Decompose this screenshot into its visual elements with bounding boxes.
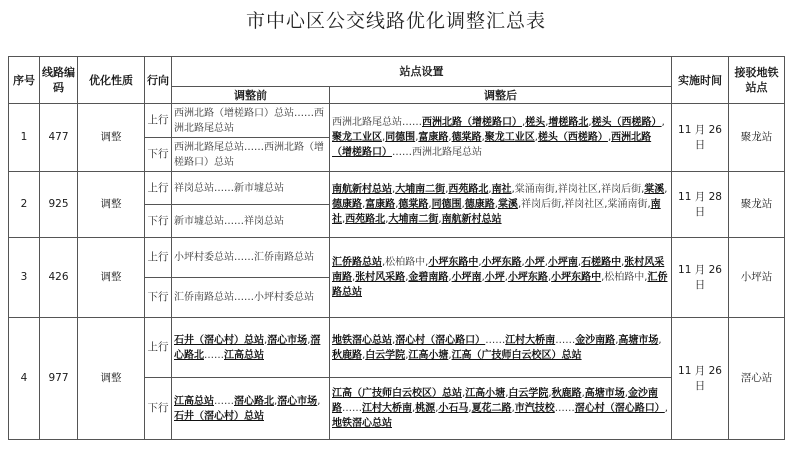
stop-name-adjusted: 金碧南路 (408, 272, 449, 283)
row-route-code: 477 (40, 104, 78, 172)
header-stop-settings: 站点设置 (172, 57, 672, 87)
stop-name-text: ……西洲北路尾总站 (392, 147, 482, 158)
stop-name-text: 西洲北路尾总站……西洲北路（增槎路口）总站 (174, 141, 324, 168)
stop-name-text: , (545, 117, 549, 128)
stop-name-text: , (478, 257, 482, 268)
stop-name-adjusted: 夏花二路 (471, 403, 512, 414)
stops-after (330, 172, 672, 238)
stop-name-text: , (521, 257, 525, 268)
stop-name-adjusted: 西苑路北 (448, 184, 489, 195)
stop-name-adjusted: 德康路 (464, 199, 495, 210)
stop-name-adjusted: 金沙南路 (575, 334, 616, 346)
stops-before (172, 318, 330, 378)
stop-name-text: …… (555, 334, 576, 346)
header-after: 调整后 (330, 87, 672, 104)
stop-name-adjusted: 金沙南路 (332, 388, 658, 414)
stop-name-text: , (534, 132, 538, 143)
stop-name-adjusted: 滘心路北 (234, 395, 274, 407)
stop-name-text: , (481, 132, 485, 143)
stop-name-text: , (468, 403, 472, 414)
stop-name-text: , (522, 117, 526, 128)
row-direction: 上行 (145, 172, 172, 205)
stop-name-adjusted: 江高（广技师白云校区）总站 (451, 349, 582, 361)
stop-name-adjusted: 汇侨路总站 (332, 272, 668, 298)
stop-name-text: , (658, 334, 662, 346)
stop-name-text: , (445, 184, 449, 195)
stop-name-text: ,祥岗后街,祥岗社区,棠涌南街, (517, 199, 651, 210)
stop-name-adjusted: 西洲北路（增槎路口） (332, 132, 652, 158)
stop-name-text: …… (204, 349, 224, 361)
header-metro-connection: 接驳地铁站点 (729, 57, 785, 104)
stop-name-text: , (448, 272, 452, 283)
stop-name-text: , (307, 334, 311, 346)
stop-name-text: , (435, 403, 439, 414)
stop-name-text: ,松柏路中, (601, 272, 648, 283)
stop-name-adjusted: 小石马 (438, 403, 469, 414)
stop-name-adjusted: 西苑路北 (345, 214, 386, 225)
stop-name-adjusted: 槎头（西槎路） (591, 117, 662, 128)
row-metro-connection: 聚龙站 (729, 172, 785, 238)
stop-name-adjusted: 江村大桥南 (505, 334, 556, 346)
stop-name-text: ,松柏路中, (382, 257, 429, 268)
stop-name-adjusted: 地铁滘心总站 (332, 334, 392, 346)
stop-name-text: , (664, 403, 668, 414)
stop-name-text: 汇侨南路总站……小坪村委总站 (174, 292, 314, 303)
stop-name-adjusted: 聚龙工业区 (332, 132, 382, 143)
stops-after (330, 238, 672, 318)
stops-before (172, 172, 330, 205)
stop-name-adjusted: 张村风采南路 (332, 257, 665, 283)
stop-name-adjusted: 桃源 (415, 403, 436, 414)
table-row (9, 104, 785, 138)
stop-name-text: , (462, 388, 466, 399)
row-direction: 上行 (145, 104, 172, 138)
row-optimization-type: 调整 (78, 238, 145, 318)
stop-name-adjusted: 滘心村（滘心路口） (574, 403, 665, 414)
stop-name-adjusted: 南航新村总站 (441, 214, 502, 225)
row-seq: 1 (9, 104, 40, 172)
header-optimization-type: 优化性质 (78, 57, 145, 104)
stop-name-adjusted: 大埔南二街 (388, 214, 439, 225)
stops-before (172, 278, 330, 318)
stop-name-text: , (481, 272, 485, 283)
stop-name-adjusted: 小坪东路中 (551, 272, 602, 283)
row-direction: 下行 (145, 378, 172, 440)
stop-name-text: , (488, 184, 492, 195)
stops-before (172, 138, 330, 172)
stop-name-adjusted: 棠溪 (644, 184, 665, 195)
stop-name-adjusted: 汇侨路总站 (332, 257, 382, 268)
stop-name-adjusted: 秋鹿路 (551, 388, 582, 399)
stop-name-text: , (448, 349, 452, 361)
stop-name-adjusted: 江高（广技师白云校区）总站 (332, 388, 462, 399)
stop-name-text: …… (554, 403, 575, 414)
stop-name-adjusted: 江高小塘 (465, 388, 506, 399)
stop-name-adjusted: 西洲北路（增槎路口） (422, 117, 522, 128)
stop-name-text: , (342, 214, 346, 225)
row-optimization-type: 调整 (78, 172, 145, 238)
stop-name-adjusted: 富康路 (418, 132, 449, 143)
stop-name-adjusted: 同德围 (385, 132, 416, 143)
stop-name-adjusted: 聚龙工业区 (484, 132, 535, 143)
route-table (8, 56, 785, 440)
stop-name-text: , (392, 334, 396, 346)
stop-name-text: , (405, 272, 409, 283)
stop-name-text: , (661, 117, 665, 128)
stop-name-text: …… (342, 403, 362, 414)
stops-before (172, 104, 330, 138)
stops-after (330, 318, 672, 378)
document-title: 市中心区公交线路优化调整汇总表 (245, 10, 546, 32)
header-route-code: 线路编码 (40, 57, 78, 104)
stop-name-adjusted: 南航新村总站 (332, 184, 392, 195)
stop-name-adjusted: 德棠路 (398, 199, 429, 210)
stop-name-text: , (412, 403, 416, 414)
row-metro-connection: 滘心站 (729, 318, 785, 440)
stop-name-adjusted: 增槎路北 (548, 117, 589, 128)
stop-name-adjusted: 小坪东路 (507, 272, 548, 283)
stop-name-adjusted: 小坪南 (451, 272, 482, 283)
row-implementation-date: 11 月 26 日 (672, 238, 729, 318)
stop-name-text: …… (485, 334, 506, 346)
stop-name-adjusted: 滘心市场 (277, 395, 318, 407)
stop-name-adjusted: 江高总站 (224, 349, 264, 361)
header-implementation-date: 实施时间 (672, 57, 729, 104)
stop-name-text: 新市墟总站……祥岗总站 (174, 215, 284, 227)
stop-name-text: , (448, 132, 452, 143)
stop-name-text: , (624, 388, 628, 399)
row-route-code: 426 (40, 238, 78, 318)
stop-name-adjusted: 滘心市场 (267, 334, 308, 346)
stop-name-text: , (577, 257, 582, 268)
header-seq: 序号 (9, 57, 40, 104)
stop-name-text: …… (214, 395, 234, 407)
row-seq: 4 (9, 318, 40, 440)
table-row (9, 318, 785, 378)
stop-name-adjusted: 地铁滘心总站 (332, 418, 392, 429)
stop-name-text: ,棠涌南街,祥岗社区,祥岗后街, (511, 184, 645, 195)
stop-name-text: , (544, 257, 548, 268)
stop-name-text: , (385, 214, 389, 225)
stop-name-adjusted: 市汽技校 (514, 403, 555, 414)
stop-name-text: , (274, 395, 278, 407)
stop-name-adjusted: 槎头（西槎路） (537, 132, 608, 143)
stop-name-text: , (581, 388, 585, 399)
stop-name-adjusted: 高塘市场 (618, 334, 659, 346)
stop-name-text: 西洲北路（增槎路口）总站……西洲北路尾总站 (174, 107, 324, 134)
stop-name-text: , (505, 388, 509, 399)
stop-name-text: , (607, 132, 612, 143)
stop-name-adjusted: 石井（滘心村）总站 (174, 334, 264, 346)
stop-name-adjusted: 大埔南二街 (395, 184, 446, 195)
row-seq: 3 (9, 238, 40, 318)
stop-name-adjusted: 高塘市场 (584, 388, 625, 399)
stop-name-text: , (511, 403, 515, 414)
stop-name-text: , (362, 349, 366, 361)
stop-name-text: , (352, 272, 356, 283)
row-route-code: 977 (40, 318, 78, 440)
stops-before (172, 238, 330, 278)
stop-name-adjusted: 小坪 (484, 272, 505, 283)
table-row (9, 238, 785, 278)
stop-name-text: , (547, 272, 552, 283)
table-row (9, 172, 785, 205)
stop-name-text: , (264, 334, 268, 346)
stop-name-text: , (504, 272, 508, 283)
stop-name-text: , (615, 334, 619, 346)
stop-name-text: , (461, 199, 465, 210)
stop-name-adjusted: 张村风采路 (355, 272, 406, 283)
stop-name-adjusted: 小坪南 (547, 257, 578, 268)
stop-name-adjusted: 江村大桥南 (362, 403, 412, 414)
stop-name-adjusted: 小坪东路中 (428, 257, 479, 268)
stop-name-text: , (664, 184, 668, 195)
row-direction: 上行 (145, 318, 172, 378)
stop-name-text: , (415, 132, 419, 143)
stop-name-adjusted: 滘心村（滘心路口） (395, 334, 486, 346)
stop-name-text: , (621, 257, 625, 268)
stops-after (330, 378, 672, 440)
stop-name-text: , (494, 199, 498, 210)
row-seq: 2 (9, 172, 40, 238)
stop-name-text: , (392, 184, 396, 195)
stops-after (330, 104, 672, 172)
row-direction: 下行 (145, 205, 172, 238)
stop-name-text: , (405, 349, 409, 361)
stop-name-adjusted: 滘心路北 (174, 334, 321, 361)
stop-name-text: , (362, 199, 366, 210)
stop-name-text: , (428, 199, 432, 210)
stop-name-adjusted: 小坪东路 (481, 257, 522, 268)
row-optimization-type: 调整 (78, 318, 145, 440)
row-implementation-date: 11 月 28 日 (672, 172, 729, 238)
header-before: 调整前 (172, 87, 330, 104)
stop-name-adjusted: 南社 (332, 199, 661, 225)
stop-name-adjusted: 江高总站 (174, 395, 214, 407)
row-route-code: 925 (40, 172, 78, 238)
stop-name-adjusted: 石槎路中 (581, 257, 622, 268)
stop-name-adjusted: 小坪 (524, 257, 545, 268)
header-direction: 行向 (145, 57, 172, 104)
stop-name-adjusted: 白云学院 (365, 349, 406, 361)
row-optimization-type: 调整 (78, 104, 145, 172)
stop-name-adjusted: 槎头 (525, 117, 546, 128)
stop-name-adjusted: 石井（滘心村）总站 (174, 410, 264, 422)
row-implementation-date: 11 月 26 日 (672, 104, 729, 172)
stop-name-text: , (395, 199, 399, 210)
stop-name-adjusted: 棠溪 (497, 199, 518, 210)
stop-name-text: , (382, 132, 386, 143)
stop-name-text: , (438, 214, 442, 225)
row-implementation-date: 11 月 26 日 (672, 318, 729, 440)
stops-before (172, 205, 330, 238)
stop-name-text: 西洲北路尾总站…… (332, 117, 422, 128)
stop-name-adjusted: 江高小塘 (408, 349, 449, 361)
stop-name-adjusted: 南社 (491, 184, 512, 195)
row-direction: 下行 (145, 138, 172, 172)
stop-name-text: , (548, 388, 552, 399)
stop-name-text: 小坪村委总站……汇侨南路总站 (174, 252, 314, 263)
stop-name-adjusted: 德康路 (332, 199, 362, 210)
stop-name-adjusted: 白云学院 (508, 388, 549, 399)
stop-name-adjusted: 富康路 (365, 199, 396, 210)
row-direction: 上行 (145, 238, 172, 278)
row-metro-connection: 聚龙站 (729, 104, 785, 172)
stop-name-text: 祥岗总站……新市墟总站 (174, 182, 284, 194)
row-direction: 下行 (145, 278, 172, 318)
stop-name-adjusted: 秋鹿路 (332, 349, 362, 361)
stop-name-text: , (588, 117, 592, 128)
stop-name-text: , (317, 395, 321, 407)
stops-before (172, 378, 330, 440)
stop-name-adjusted: 德棠路 (451, 132, 482, 143)
stop-name-adjusted: 同德围 (431, 199, 462, 210)
row-metro-connection: 小坪站 (729, 238, 785, 318)
